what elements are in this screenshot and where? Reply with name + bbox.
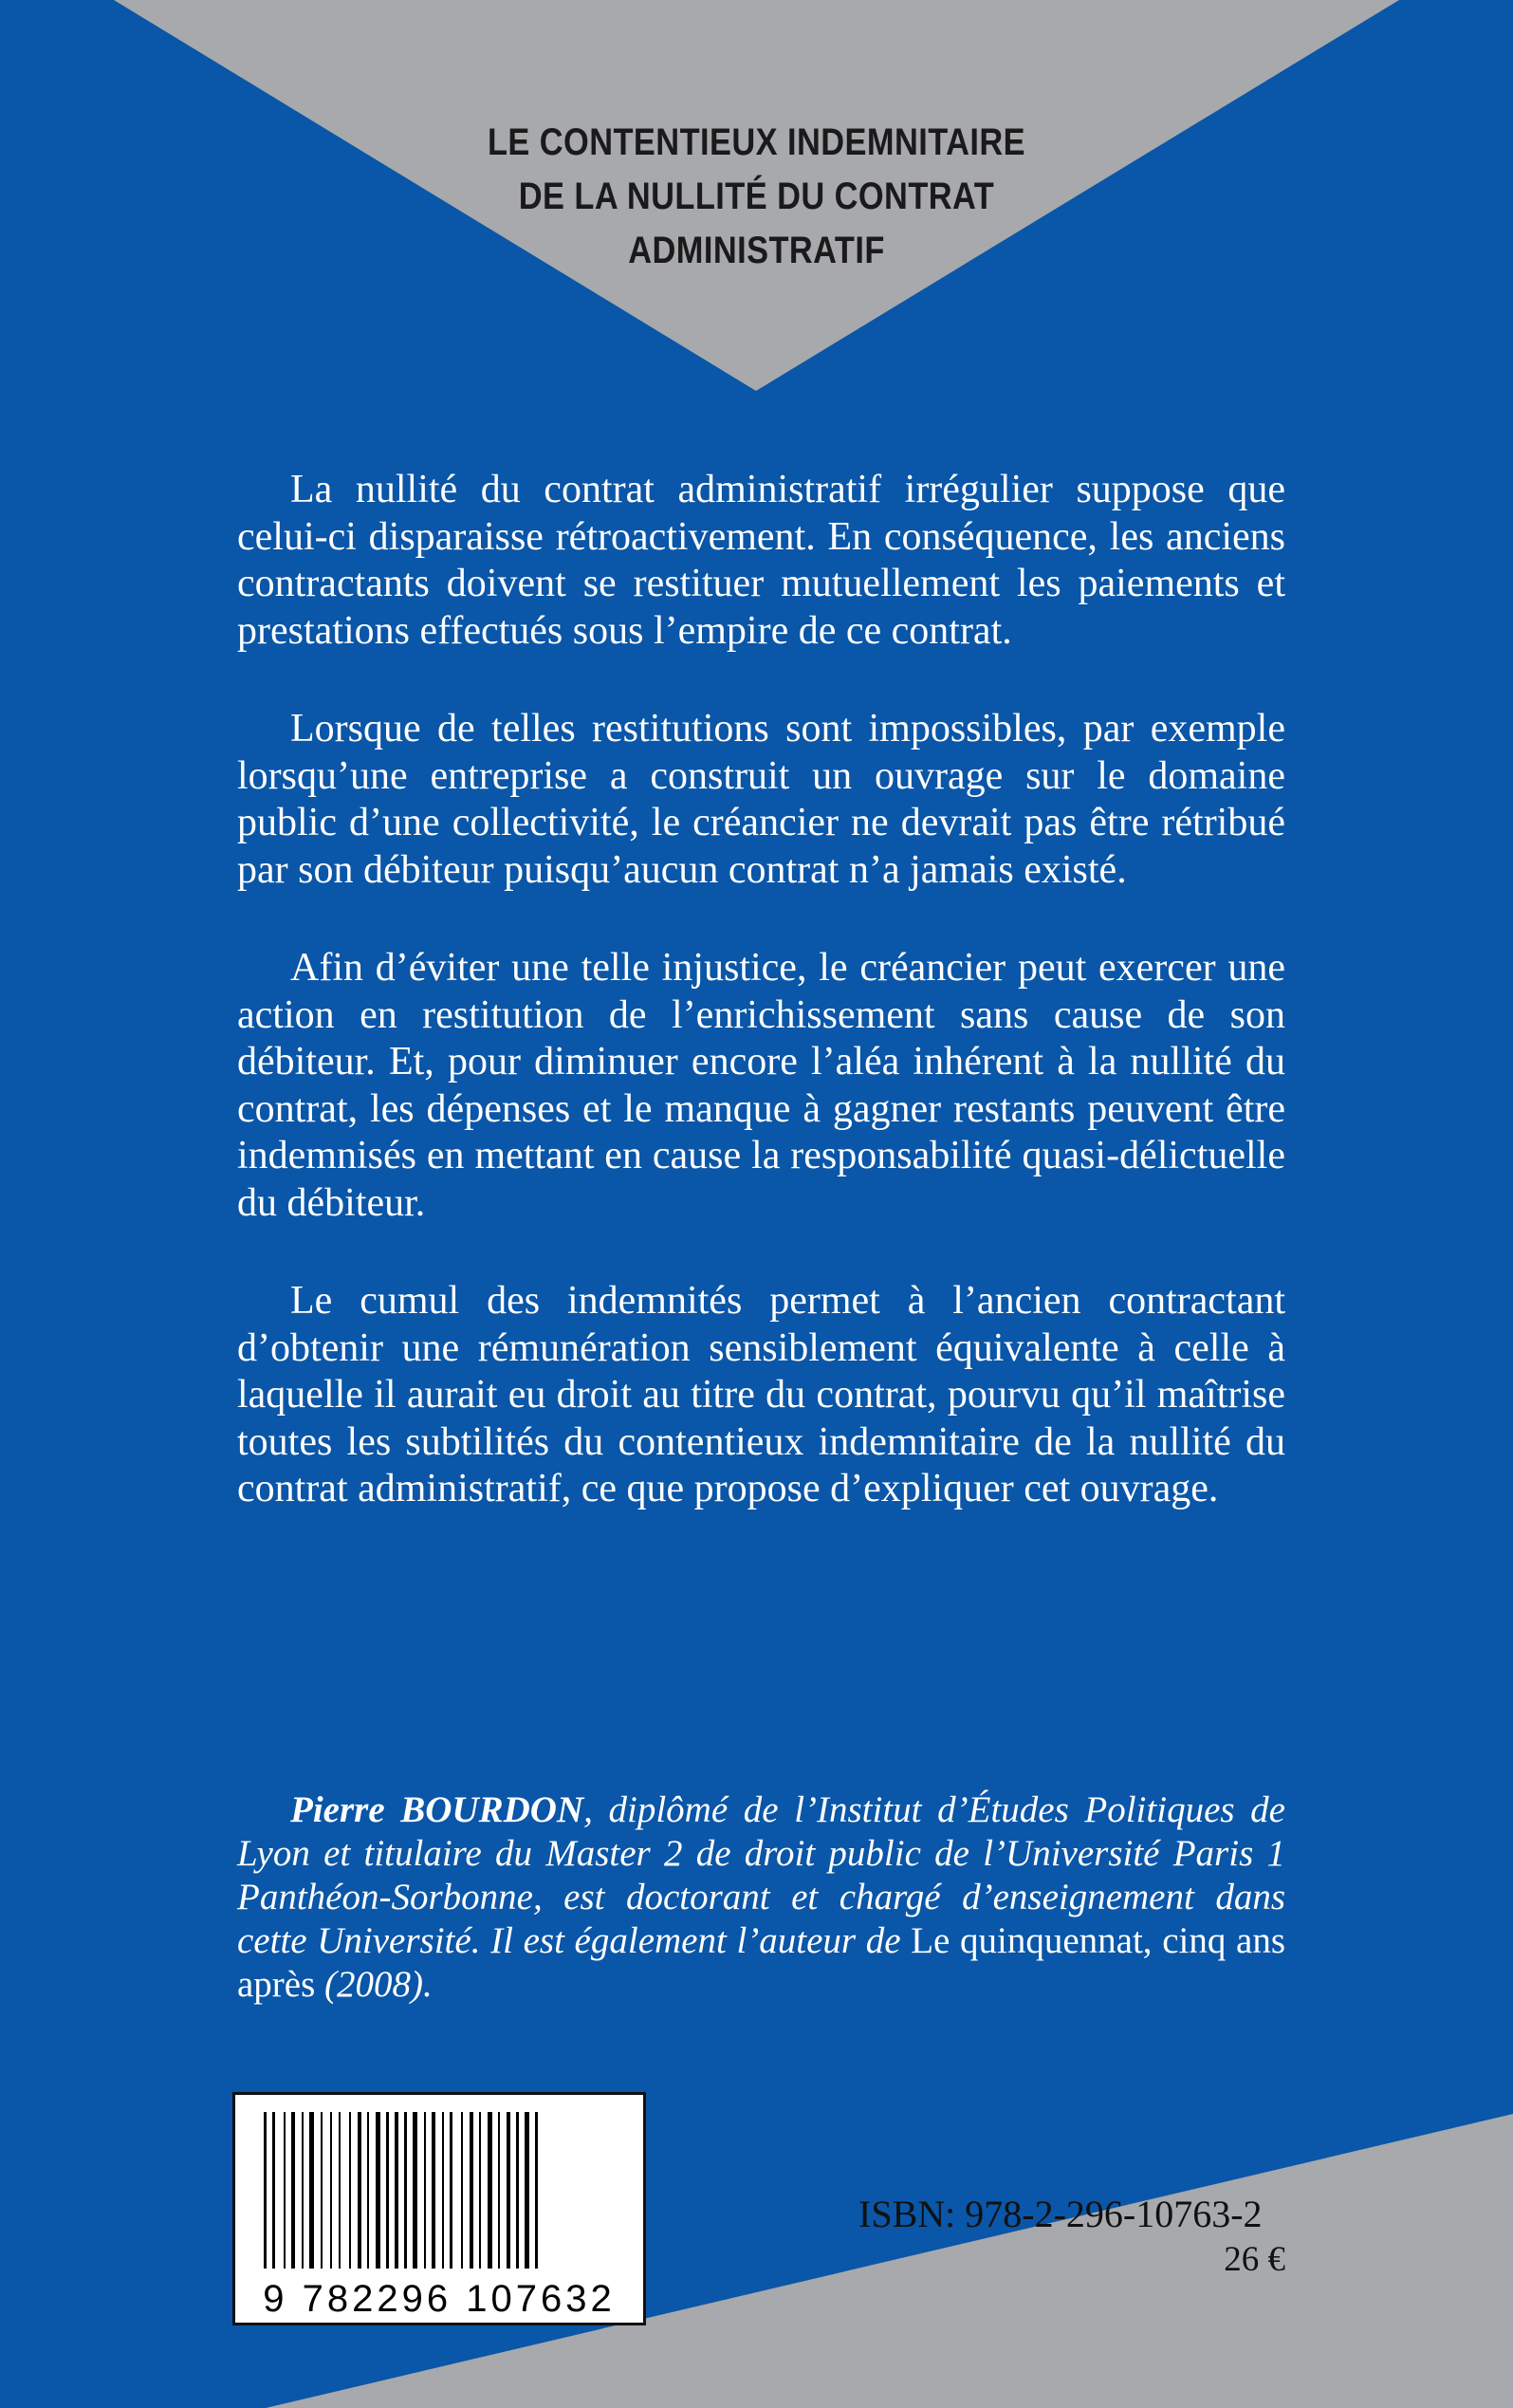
author-bio-text: , diplômé de l’Institut d’Études Politiques de Lyon et titulaire du Master 2 de droit public de l’Université Paris 1 Panthéon-Sorbonne, est doctorant et chargé d’enseignement dans cette Université. Il est également l’auteur de — [237, 1789, 1285, 1961]
barcode-bar — [535, 2112, 538, 2269]
barcode-bar — [488, 2112, 492, 2269]
author-bio — [237, 1788, 1285, 2007]
barcode-bar — [376, 2112, 380, 2269]
barcode-bar — [516, 2112, 519, 2269]
barcode-bar — [309, 2112, 314, 2269]
barcode-bar — [386, 2112, 389, 2269]
barcode-bar — [339, 2112, 341, 2269]
barcode-bar — [264, 2112, 267, 2269]
barcode-bar — [395, 2112, 398, 2269]
barcode-bar — [498, 2112, 500, 2269]
summary-paragraph-1: La nullité du contrat administratif irrégulier suppose que celui-ci disparaisse rétroactivement. En conséquence, les anciens contractants doivent se restituer mutuellement les paiements et prestations effectués sous l’empire de ce contrat. — [237, 468, 1285, 653]
author-previous-book-year: (2008). — [315, 1964, 433, 2005]
title-line-3: ADMINISTRATIF — [628, 230, 885, 271]
barcode-bar — [358, 2112, 361, 2269]
barcode-bar — [432, 2112, 435, 2269]
barcode-bar — [291, 2112, 295, 2269]
barcode-bar — [367, 2112, 369, 2269]
barcode-bar — [450, 2112, 452, 2269]
author-name: Pierre BOURDON — [290, 1789, 584, 1830]
barcode-bar — [470, 2112, 473, 2269]
barcode-bar — [525, 2112, 529, 2269]
title-line-1: LE CONTENTIEUX INDEMNITAIRE — [487, 121, 1026, 163]
barcode-bar — [272, 2112, 275, 2269]
barcode-bar — [507, 2112, 510, 2269]
barcode-bar — [284, 2112, 286, 2269]
summary-paragraph-3: Afin d’éviter une telle injustice, le créancier peut exercer une action en restitution de l’enrichissement sans cause de son débiteur. Et, pour diminuer encore l’aléa inhérent à la nullité du contrat, les dépenses et le manque à gagner restants peuvent être indemnisés en mettant en cause la responsabilité quasi-délictuelle du débiteur. — [237, 946, 1285, 1225]
author-previous-book: Le quinquennat, cinq ans après — [237, 1920, 1285, 2005]
barcode-bar — [424, 2112, 426, 2269]
barcode — [232, 2092, 646, 2325]
price: 26 € — [1224, 2240, 1285, 2279]
barcode-digits: 9 782296 107632 — [263, 2278, 616, 2320]
barcode-bar — [479, 2112, 481, 2269]
barcode-bar — [404, 2112, 407, 2269]
title-line-2: DE LA NULLITÉ DU CONTRAT — [518, 176, 995, 217]
barcode-bars — [235, 2095, 643, 2275]
isbn: ISBN: 978-2-296-10763-2 — [858, 2193, 1263, 2235]
barcode-bar — [461, 2112, 463, 2269]
barcode-bar — [349, 2112, 351, 2269]
summary-paragraph-2: Lorsque de telles restitutions sont impossibles, par exemple lorsqu’une entreprise a construit un ouvrage sur le domaine public d’une collectivité, le créancier ne devrait pas être rétribué par son débiteur puisqu’aucun contrat n’a jamais existé. — [237, 707, 1285, 892]
barcode-bar — [413, 2112, 417, 2269]
barcode-bar — [442, 2112, 444, 2269]
barcode-bar — [302, 2112, 304, 2269]
barcode-bar — [321, 2112, 323, 2269]
summary-paragraph-4: Le cumul des indemnités permet à l’ancien contractant d’obtenir une rémunération sensiblement équivalente à celle à laquelle il aurait eu droit au titre du contrat, pourvu qu’il maîtrise toutes les subtilités du contentieux indemnitaire de la nullité du contrat administratif, ce que propose d’expliquer cet ouvrage. — [237, 1279, 1285, 1510]
summary-text — [237, 467, 1285, 1565]
barcode-bar — [330, 2112, 332, 2269]
book-title — [360, 116, 1153, 278]
